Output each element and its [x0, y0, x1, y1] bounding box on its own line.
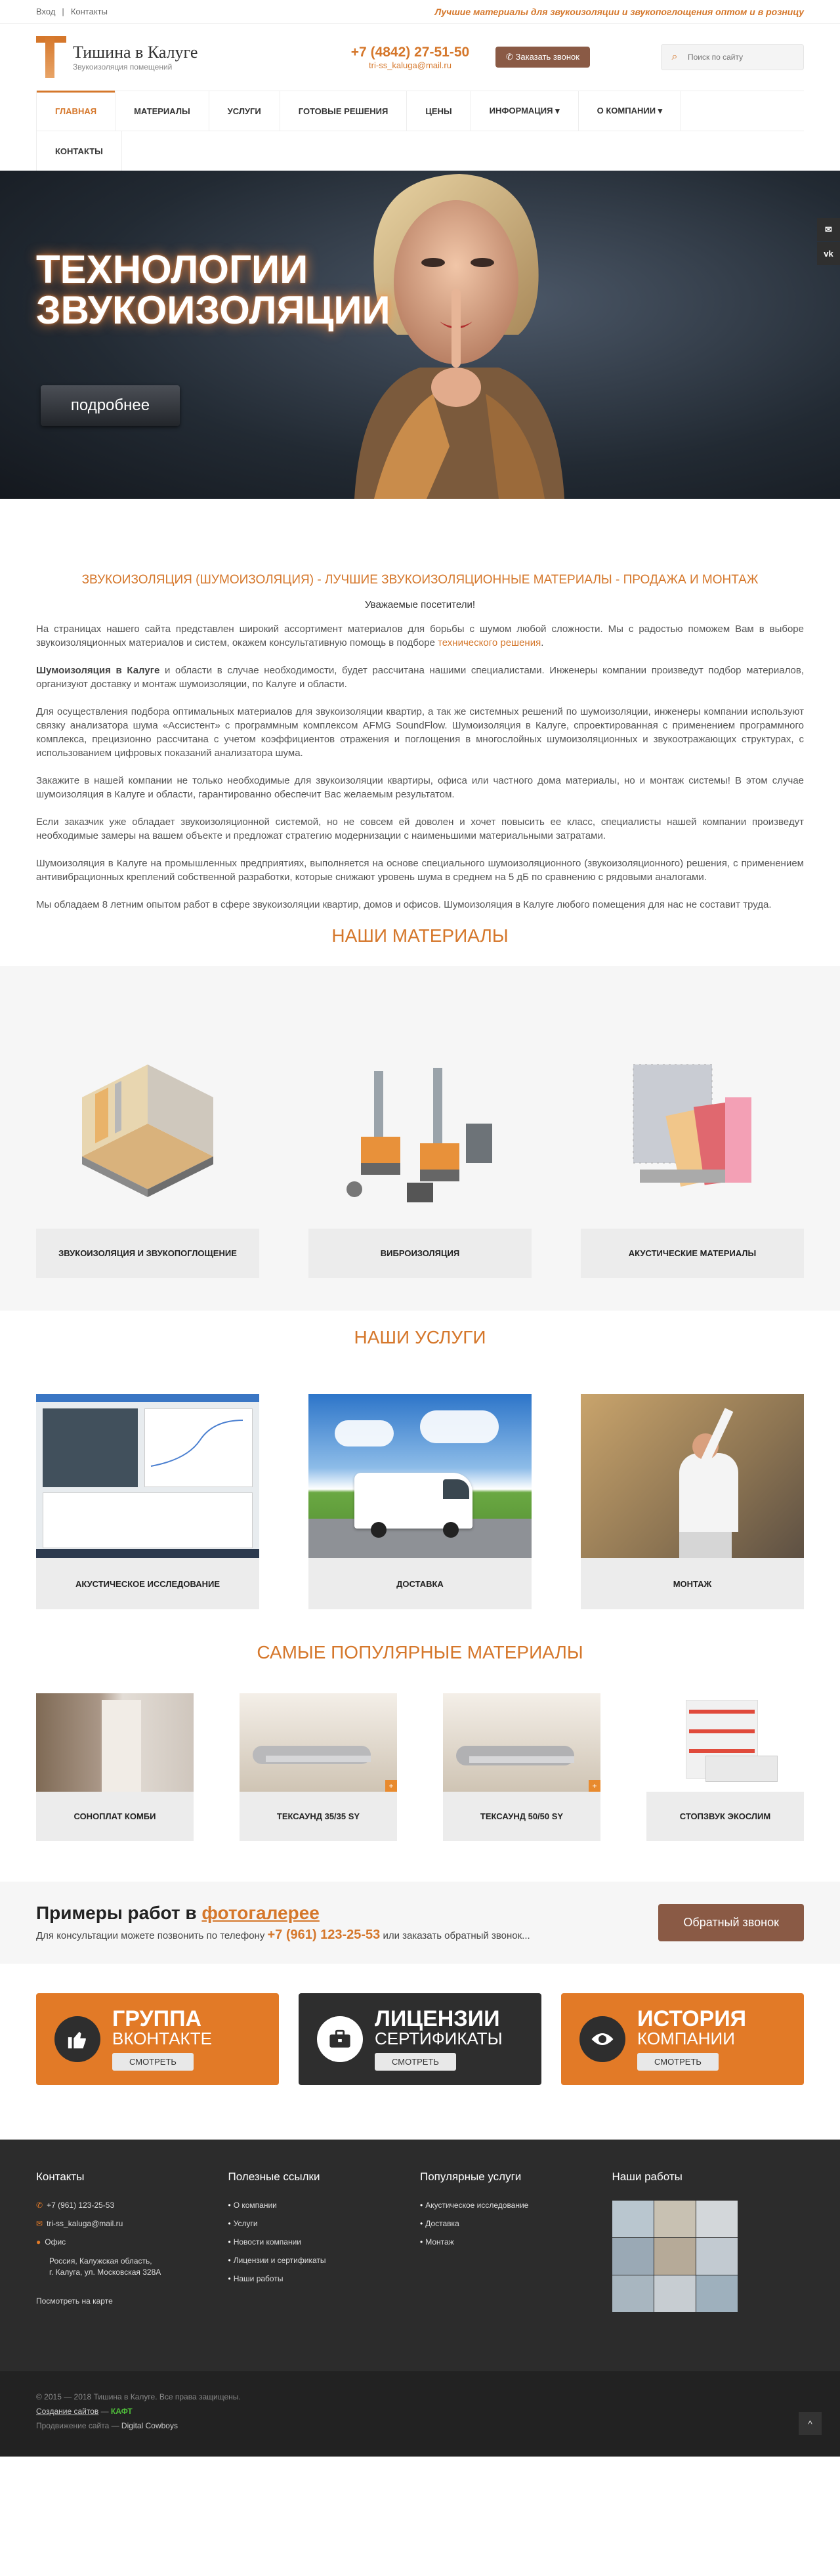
intro-paragraph-1	[36, 622, 804, 650]
mail-icon: ✉	[36, 2219, 43, 2228]
order-call-button[interactable]	[495, 47, 590, 68]
service-image-worker	[581, 1394, 804, 1558]
hero-woman-image	[335, 171, 571, 499]
login-link[interactable]: Вход	[36, 7, 56, 16]
material-label: АКУСТИЧЕСКИЕ МАТЕРИАЛЫ	[581, 1229, 804, 1278]
nav-item-solutions[interactable]: ГОТОВЫЕ РЕШЕНИЯ	[280, 91, 408, 131]
promo-view-button[interactable]: СМОТРЕТЬ	[637, 2053, 719, 2071]
footer-service-link[interactable]: • Доставка	[420, 2219, 459, 2228]
footer-service-label: Монтаж	[425, 2237, 454, 2247]
footer	[0, 2140, 840, 2371]
nav-item-materials[interactable]: МАТЕРИАЛЫ	[116, 91, 209, 131]
intro-p1-end: .	[541, 637, 544, 648]
intro-paragraph-2	[36, 664, 804, 691]
popular-label: ТЕКСАУНД 50/50 SY	[443, 1792, 600, 1841]
footer-service-label: Акустическое исследование	[425, 2201, 529, 2210]
services-title: НАШИ УСЛУГИ	[354, 1327, 486, 1347]
footer-link[interactable]: • Наши работы	[228, 2274, 284, 2283]
promo-view-button[interactable]: СМОТРЕТЬ	[112, 2053, 194, 2071]
gallery-cta-text: Примеры работ в	[36, 1903, 202, 1923]
search-input[interactable]	[688, 53, 799, 62]
materials-section	[0, 966, 840, 1311]
digital-cowboys-link[interactable]: Digital Cowboys	[121, 2421, 178, 2430]
gallery-thumb[interactable]	[654, 2275, 696, 2312]
footer-email-text: tri-ss_kaluga@mail.ru	[47, 2219, 123, 2228]
intro-p2-bold: Шумоизоляция в Калуге	[36, 665, 160, 676]
cart-icon[interactable]: +	[589, 1780, 600, 1792]
nav-item-information[interactable]: ИНФОРМАЦИЯ ▾	[471, 91, 579, 131]
footer-phone[interactable]	[36, 2201, 228, 2210]
topbar-slogan: Лучшие материалы для звукоизоляции и звукопоглощения оптом и в розницу	[434, 6, 804, 17]
footer-link[interactable]: • Услуги	[228, 2219, 258, 2228]
material-image	[581, 1038, 804, 1229]
material-label: ВИБРОИЗОЛЯЦИЯ	[308, 1229, 532, 1278]
location-icon: ●	[36, 2237, 41, 2247]
service-card-research[interactable]	[36, 1394, 259, 1609]
footer-link-label: Наши работы	[233, 2274, 284, 2283]
nav-item-prices[interactable]: ЦЕНЫ	[407, 91, 471, 131]
footer-phone-text: +7 (961) 123-25-53	[47, 2201, 115, 2210]
popular-image	[240, 1693, 397, 1792]
footer-service-label: Доставка	[425, 2219, 459, 2228]
material-card-vibration[interactable]	[308, 1038, 532, 1278]
main-nav	[36, 91, 804, 171]
footer-works	[612, 2170, 805, 2312]
service-label: МОНТАЖ	[581, 1558, 804, 1609]
photo-gallery-link[interactable]: фотогалерее	[201, 1903, 320, 1923]
intro-section	[0, 499, 840, 946]
gallery-thumb[interactable]	[696, 2238, 738, 2275]
intro-paragraph-6: Шумоизоляция в Калуге на промышленных предприятиях, выполняется на основе специального шумоизоляционного (звукоизоляционного) решения, с применением антивибрационных креплений собственной разработки, которые снижают уровень шума в среднем на 5 дБ по сравнению с рядовыми аналогами.	[36, 858, 804, 883]
cta-sub-end: или заказать обратный звонок...	[380, 1930, 530, 1941]
popular-image	[646, 1693, 804, 1792]
logo-title: Тишина в Калуге	[73, 43, 198, 62]
eye-icon	[579, 2016, 625, 2062]
phone-icon: ✆	[36, 2201, 43, 2210]
footer-link-label: Лицензии и сертификаты	[233, 2256, 326, 2265]
footer-link-label: Услуги	[233, 2219, 258, 2228]
promo-subtitle: КОМПАНИИ	[637, 2028, 735, 2048]
works-gallery	[612, 2201, 738, 2312]
materials-title: НАШИ МАТЕРИАЛЫ	[331, 925, 509, 946]
promo-title: ЛИЦЕНЗИИ	[375, 2006, 500, 2031]
nav-item-contacts[interactable]: КОНТАКТЫ	[36, 131, 122, 171]
footer-contacts-title: Контакты	[36, 2170, 85, 2183]
topbar-separator: |	[62, 7, 64, 16]
gallery-thumb[interactable]	[612, 2275, 654, 2312]
material-card-acoustic[interactable]	[581, 1038, 804, 1278]
copyright: © 2015 — 2018 Тишина в Калуге. Все права защищены.	[36, 2392, 241, 2401]
thumbs-up-icon	[54, 2016, 100, 2062]
promo-title: ГРУППА	[112, 2006, 202, 2031]
intro-paragraph-3: Для осуществления подбора оптимальных материалов для звукоизоляции квартир, а так же системных решений по шумоизоляции, инженеры компании используют связку анализатора шума «Ассистент» с программным комплексом AFMG SoundFlow. Шумоизоляция в Калуге, спроектированная с применением программного комплекса, прецизионно рассчитана с учетом коэффициентов отражения и поглощения в многослойных шумоизоляционных и звукоотражающих структурах, с использованием цифровых показаний анализатора шума.	[36, 706, 804, 759]
material-card-soundproofing[interactable]	[36, 1038, 259, 1278]
hero-banner	[0, 171, 840, 499]
kaft-logo[interactable]: КАФТ	[110, 2407, 133, 2416]
logo-subtitle: Звукоизоляция помещений	[73, 62, 173, 72]
popular-card-sonoplat[interactable]	[36, 1693, 194, 1841]
popular-image	[443, 1693, 600, 1792]
service-label: АКУСТИЧЕСКОЕ ИССЛЕДОВАНИЕ	[36, 1558, 259, 1609]
intro-paragraph-7: Мы обладаем 8 летним опытом работ в сфере звукоизоляции квартир, домов и офисов. Шумоизоляция в Калуге любого помещения для нас не составит труда.	[36, 899, 772, 910]
order-call-label: Заказать звонок	[515, 52, 579, 62]
nav-item-about[interactable]: О КОМПАНИИ ▾	[579, 91, 682, 131]
created-dash: —	[98, 2407, 111, 2416]
popular-label: ТЕКСАУНД 35/35 SY	[240, 1792, 397, 1841]
header-contacts	[338, 45, 482, 70]
map-link[interactable]: Посмотреть на карте	[36, 2296, 113, 2306]
hero-title	[36, 249, 390, 331]
gallery-thumb[interactable]	[654, 2201, 696, 2237]
hero-title-line1: ТЕХНОЛОГИИ	[36, 247, 308, 291]
cart-icon[interactable]: +	[385, 1780, 397, 1792]
footer-services	[420, 2170, 612, 2312]
service-image-software	[36, 1394, 259, 1558]
promo-vk-group[interactable]	[36, 1993, 279, 2085]
footer-address	[36, 2256, 228, 2278]
footer-office-label: Офис	[45, 2237, 66, 2247]
technical-solution-link[interactable]: технического решения	[438, 637, 541, 648]
nav-item-home[interactable]: ГЛАВНАЯ	[36, 91, 116, 131]
promo-section	[0, 1964, 840, 2140]
footer-address-line1: Россия, Калужская область,	[49, 2256, 152, 2266]
popular-title: САМЫЕ ПОПУЛЯРНЫЕ МАТЕРИАЛЫ	[257, 1642, 583, 1662]
gallery-thumb[interactable]	[654, 2238, 696, 2275]
header-email[interactable]: tri-ss_kaluga@mail.ru	[369, 60, 452, 70]
footer-service-link[interactable]: • Монтаж	[420, 2237, 454, 2247]
gallery-cta	[0, 1882, 840, 1964]
hero-more-button[interactable]: подробнее	[41, 385, 180, 426]
search-box	[661, 44, 804, 70]
intro-heading: ЗВУКОИЗОЛЯЦИЯ (ШУМОИЗОЛЯЦИЯ) - ЛУЧШИЕ ЗВУКОИЗОЛЯЦИОННЫЕ МАТЕРИАЛЫ - ПРОДАЖА И МОНТАЖ	[81, 573, 759, 587]
briefcase-icon	[317, 2016, 363, 2062]
promo-licenses[interactable]	[299, 1993, 541, 2085]
footer-office	[36, 2237, 228, 2247]
vk-icon[interactable]: vk	[817, 242, 840, 265]
footer-links	[228, 2170, 421, 2312]
social-sidebar	[817, 218, 840, 266]
contacts-link[interactable]: Контакты	[70, 7, 108, 16]
gallery-thumb[interactable]	[696, 2275, 738, 2312]
footer-email[interactable]	[36, 2219, 228, 2228]
header-phone[interactable]: +7 (4842) 27-51-50	[350, 44, 470, 60]
gallery-cta-title	[36, 1903, 530, 1924]
gallery-thumb[interactable]	[696, 2201, 738, 2237]
footer-links-title: Полезные ссылки	[228, 2170, 320, 2183]
popular-section	[0, 1609, 840, 1841]
callback-button[interactable]: Обратный звонок	[658, 1904, 804, 1941]
topbar-links	[36, 7, 108, 16]
intro-paragraph-5: Если заказчик уже обладает звукоизоляционной системой, но не совсем ей доволен и хочет повысить ее класс, специалисты нашей компании произведут необходимые замеры на вашем объекте и предложат стратегию модернизации с наименьшими материальными затратами.	[36, 816, 804, 841]
header	[0, 24, 840, 91]
popular-card-teksaund-35[interactable]	[240, 1693, 397, 1841]
promo-history[interactable]	[561, 1993, 804, 2085]
popular-label: СОНОПЛАТ КОМБИ	[36, 1792, 194, 1841]
subfooter	[0, 2371, 840, 2457]
intro-p1-text: На страницах нашего сайта представлен широкий ассортимент материалов для борьбы с шумом любой сложности. Мы с радостью поможем Вам в выборе звукоизоляционных материалов и систем, окажем консультативную помощь в подборе	[36, 623, 804, 648]
created-by	[36, 2404, 804, 2418]
nav-item-services[interactable]: УСЛУГИ	[209, 91, 280, 131]
popular-image	[36, 1693, 194, 1792]
material-image	[36, 1038, 259, 1229]
footer-link-label: Новости компании	[233, 2237, 302, 2247]
footer-contacts	[36, 2170, 228, 2312]
gallery-thumb[interactable]	[612, 2201, 654, 2237]
phone-icon: ✆	[506, 52, 516, 62]
search-icon[interactable]: ⌕	[671, 51, 678, 62]
logo-t-icon	[36, 36, 66, 78]
cta-phone[interactable]: +7 (961) 123-25-53	[267, 1928, 381, 1942]
popular-card-teksaund-50[interactable]	[443, 1693, 600, 1841]
footer-address-line2: г. Калуга, ул. Московская 328А	[49, 2268, 161, 2277]
material-image	[308, 1038, 532, 1229]
gallery-cta-subtitle	[36, 1928, 530, 1943]
cta-sub-text: Для консультации можете позвонить по телефону	[36, 1930, 268, 1941]
service-card-delivery[interactable]	[308, 1394, 532, 1609]
material-label: ЗВУКОИЗОЛЯЦИЯ И ЗВУКОПОГЛОЩЕНИЕ	[36, 1229, 259, 1278]
service-card-installation[interactable]	[581, 1394, 804, 1609]
promo-title: ИСТОРИЯ	[637, 2006, 747, 2031]
promo-subtitle: ВКОНТАКТЕ	[112, 2028, 212, 2048]
footer-link-label: О компании	[233, 2201, 277, 2210]
promoted-by	[36, 2418, 804, 2433]
gallery-thumb[interactable]	[612, 2238, 654, 2275]
footer-works-title: Наши работы	[612, 2170, 682, 2183]
scroll-to-top-icon[interactable]: ^	[799, 2412, 822, 2435]
popular-label: СТОПЗВУК ЭКОСЛИМ	[646, 1792, 804, 1841]
footer-link[interactable]: • Лицензии и сертификаты	[228, 2256, 326, 2265]
footer-service-link[interactable]: • Акустическое исследование	[420, 2201, 529, 2210]
mail-icon[interactable]: ✉	[817, 218, 840, 241]
services-section	[0, 1311, 840, 1609]
promo-view-button[interactable]: СМОТРЕТЬ	[375, 2053, 456, 2071]
intro-greeting: Уважаемые посетители!	[364, 599, 476, 610]
intro-p2-text: и области в случае необходимости, будет рассчитана нашими специалистами. Инженеры компании произведут подбор материалов, организуют доставку и монтаж шумоизоляции, по Калуге и области.	[36, 665, 804, 690]
footer-services-title: Популярные услуги	[420, 2170, 522, 2183]
created-by-link[interactable]: Создание сайтов	[36, 2407, 99, 2416]
service-label: ДОСТАВКА	[308, 1558, 532, 1609]
footer-link[interactable]: • О компании	[228, 2201, 277, 2210]
service-image-van	[308, 1394, 532, 1558]
intro-paragraph-4: Закажите в нашей компании не только необходимые для звукоизоляции квартиры, офиса или частного дома материалы, но и монтаж системы! В этом случае шумоизоляция в Калуге и области, гарантированно обеспечит Вас желаемым результатом.	[36, 775, 804, 800]
promoted-text: Продвижение сайта —	[36, 2421, 121, 2430]
popular-card-stopzvuk[interactable]	[646, 1693, 804, 1841]
footer-link[interactable]: • Новости компании	[228, 2237, 302, 2247]
topbar	[0, 0, 840, 24]
logo[interactable]	[36, 36, 318, 78]
promo-subtitle: СЕРТИФИКАТЫ	[375, 2028, 503, 2048]
hero-title-line2: ЗВУКОИЗОЛЯЦИИ	[36, 288, 390, 332]
